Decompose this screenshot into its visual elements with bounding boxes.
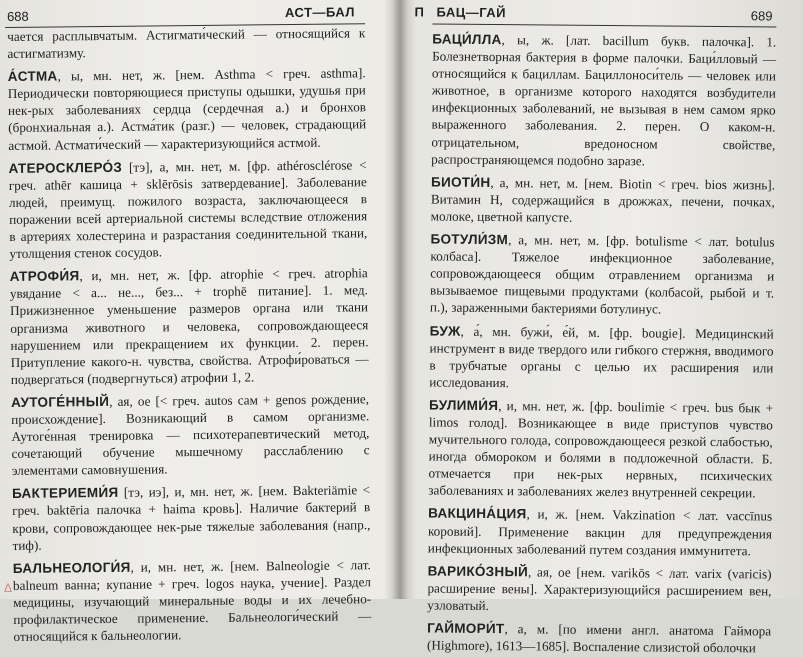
dictionary-entry bbox=[428, 396, 773, 502]
entry-body: , ая, ое [< греч. autos сам + genos рождение, происхождение]. Возникающий в самом организме. Аутоге́нная тренировка — психотерапевтический метод, сочетающий обучение мышечному расслаблению с элементами самовнушения. bbox=[11, 391, 370, 479]
dictionary-entry bbox=[429, 322, 774, 393]
dictionary-entry bbox=[427, 619, 771, 656]
entry-headword: АТРОФИ́Я bbox=[9, 268, 80, 285]
right-page bbox=[399, 0, 802, 656]
entry-body: , ы, ж. [лат. bacillum букв. палочка]. 1. Болезнетворная бактерия в форме палочки. Баци́лловый — относящийся к бациллам. Бациллоноси́тель — человек или животное, в организме которого находятся возбудители инфекционных заболеваний, не вызывая в нем самом ярко выраженного заболевания. 2. перен. О каком-н. отрицательном, вредоносном свойстве, распространяющемся подобно заразе. bbox=[431, 32, 777, 169]
dictionary-entry bbox=[10, 264, 369, 387]
page-number: 689 bbox=[750, 8, 773, 24]
entry-headword: БОТУЛИ́ЗМ bbox=[430, 231, 509, 248]
running-head: АСТ—БАЛ bbox=[284, 4, 356, 21]
entry-body: , ая, ое [нем. varikōs < лат. varix (varicis) расширение вены]. Характеризующийся расширением вен, узловатый. bbox=[427, 564, 772, 613]
dictionary-entry bbox=[427, 562, 771, 616]
entry-headword: ВАКЦИНА́ЦИЯ bbox=[428, 505, 527, 522]
dictionary-entry bbox=[13, 556, 372, 645]
dictionary-entry bbox=[8, 64, 367, 153]
dictionary-entry bbox=[9, 156, 368, 262]
entry-body: , и, мн. нет, ж. [нем. Balneologie < лат. balneum ванна; купание + греч. logos наука, учение]. Раздел медицины, изучающий минеральные воды и их лечебно-профилактическое применение. Бальнеологи́ческий — относящийся к бальнеологии. bbox=[12, 556, 372, 645]
running-head: БАЦ—ГАЙ bbox=[436, 4, 507, 21]
entry-headword: БУЖ bbox=[429, 322, 461, 339]
entry-headword: ВАРИКО́ЗНЫЙ bbox=[427, 563, 529, 580]
dictionary-entry bbox=[431, 31, 776, 171]
left-page bbox=[0, 0, 401, 645]
entry-headword: БИОТИ́Н bbox=[430, 174, 491, 190]
entry-body: , а, мн. нет, м. [нем. Biotin < греч. bios жизнь]. Витамин Н, содержащийся в дрожжах, печени, почках, молоке, цветной капусте. bbox=[430, 174, 776, 225]
entry-headword: БАЦИ́ЛЛА bbox=[432, 31, 502, 48]
dictionary-entry bbox=[428, 505, 772, 559]
entry-body: , ы, мн. нет, ж. [нем. Asthma < греч. asthma]. Периодически повторяющиеся приступы одышки, удушья при нек-рых заболеваниях сердца (сердечная а.) и бронхов (бронхиальная а.). Астма́тик (разг.) — человек, страдающий астмой. Астмати́ческий — характеризующийся астмой. bbox=[7, 65, 367, 153]
entry-body: , а, м. [по имени англ. анатома Гаймора (Highmore), 1613—1685]. Воспаление слизистой оболочки bbox=[426, 621, 772, 656]
entry-body: , и, мн. нет, ж. [фр. boulimie < греч. bus бык + limos голод]. Возникающее в виде приступов чувство мучительного голода, сопровождающееся резкой слабостью, иногда обмороком и болями в подложечной области. Б. отмечается при нек-рых нервных, психических заболеваниях и заболеваниях желез внутренней секреции. bbox=[428, 397, 774, 501]
entry-body: , а́, мн. бужи́, е́й, м. [фр. bougie]. Медицинский инструмент в виде твердого или гибкого стержня, вводимого в трубчатые органы с целью их расширения или исследования. bbox=[429, 323, 774, 390]
entry-body: , и, мн. нет, ж. [фр. atrophie < греч. atrophia увядание < а... не..., без... + trophē питание]. 1. мед. Прижизненное уменьшение размеров органа или ткани организма животного и человека, сопровождающееся нарушением или прекращением их функции. 2. перен. Притупление какого-н. чувства, свойства. Атрофи́роваться — подвергаться (подвергнуться) атрофии 1, 2. bbox=[9, 265, 369, 387]
section-mark: П bbox=[414, 4, 424, 20]
dictionary-entry bbox=[430, 231, 775, 319]
entry-headword: БАЛЬНЕОЛОГИ́Я bbox=[12, 559, 131, 576]
dictionary-entry bbox=[11, 390, 370, 479]
entry-headword: БАКТЕРИЕМИ́Я bbox=[11, 485, 119, 502]
entry-body: чается расплывчатым. Астигмати́ческий — относящийся к астигматизму. bbox=[7, 25, 366, 62]
entry-body: [тэ, иэ], и, мн. нет, ж. [нем. Bakteriämie < греч. baktēria палочка + haima кровь]. Наличие бактерий в крови, сопровождающее нек-рые тяжелые заболевания (напр., тиф). bbox=[12, 482, 371, 553]
entry-headword: АТЕРОСКЛЕРО́З bbox=[8, 159, 123, 176]
left-page-text bbox=[7, 24, 372, 645]
entry-headword: БУЛИМИ́Я bbox=[429, 397, 499, 413]
entry-body: , и, ж. [нем. Vakzination < лат. vaccīnus коровий]. Применение вакцин для предупреждения инфекционных заболеваний путем создания иммунитета. bbox=[427, 506, 773, 558]
entry-body: , а, мн. нет, м. [фр. botulisme < лат. botulus колбаса]. Тяжелое инфекционное заболевание, сопровождающееся общим отравлением организма и вызываемое пищевыми продуктами (колбасой, рыбой и т. п.), зараженными бактериями ботулинус. bbox=[429, 232, 775, 317]
dictionary-entry bbox=[7, 24, 365, 62]
entry-headword: ГАЙМОРИ́Т bbox=[427, 620, 505, 637]
right-page-text bbox=[426, 25, 777, 656]
page-number: 688 bbox=[6, 8, 29, 25]
corner-mark: Δ bbox=[4, 581, 13, 595]
dictionary-entry bbox=[12, 482, 371, 554]
entry-body: [тэ], а, мн. нет, м. [фр. athérosclérose < греч. athēr кашица + sklērōsis затвердевание]. Заболевание людей, преимущ. пожилого возраста, заключающееся в поражении всей артериальной системы вследствие отложения в артериях холестерина и разрастания соединительной ткани, утолщения стенок сосудов. bbox=[8, 156, 368, 262]
dictionary-entry bbox=[431, 173, 775, 227]
entry-headword: А́СТМА bbox=[7, 68, 58, 85]
entry-headword: АУТОГЕ́ННЫЙ bbox=[10, 393, 110, 410]
